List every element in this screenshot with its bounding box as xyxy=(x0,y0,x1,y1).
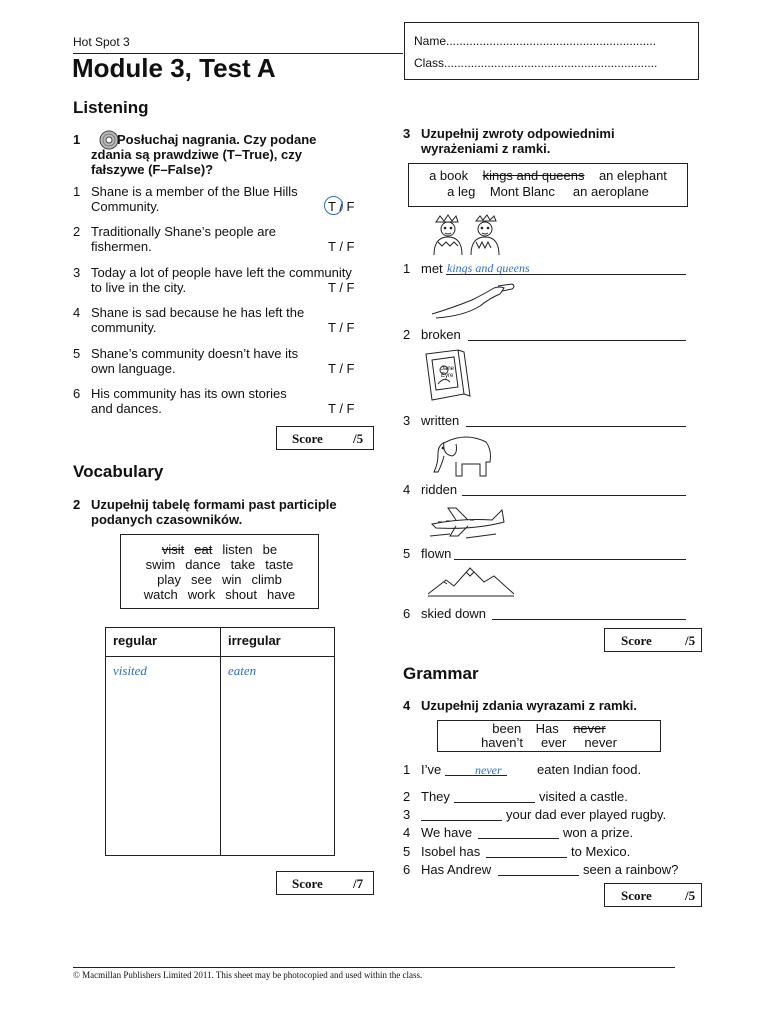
name-field[interactable] xyxy=(414,34,656,48)
grammar-word: never xyxy=(584,735,617,750)
q3-item-number: 1 xyxy=(403,261,411,276)
verb-item: play xyxy=(157,572,182,587)
grammar-word-used: never xyxy=(573,721,606,736)
score-box-1 xyxy=(276,426,374,450)
q3-item-word: met xyxy=(421,261,443,276)
table-header-irregular: irregular xyxy=(228,633,281,648)
answer-line[interactable] xyxy=(462,495,686,496)
class-field[interactable] xyxy=(414,56,657,70)
verb-item: be xyxy=(262,542,278,557)
q4-answer: never xyxy=(475,763,502,777)
listening-item-line2: Community. xyxy=(91,199,160,214)
table-divider xyxy=(220,627,221,856)
score-box-3 xyxy=(604,628,702,652)
grammar-row-1 xyxy=(437,721,661,736)
q4-item-number: 3 xyxy=(403,807,411,822)
q3-item-word: ridden xyxy=(421,482,458,497)
q3-item-number: 4 xyxy=(403,482,411,497)
listening-item-number: 4 xyxy=(73,305,81,320)
verb-item: work xyxy=(187,587,216,602)
listening-item-line2: community. xyxy=(91,320,157,335)
listening-item-number: 3 xyxy=(73,265,81,280)
q4-item-number: 1 xyxy=(403,762,411,777)
q4-item-number: 2 xyxy=(403,789,411,804)
listening-item-number: 1 xyxy=(73,184,81,199)
grammar-word: ever xyxy=(541,735,567,750)
vocabulary-heading: Vocabulary xyxy=(73,462,164,481)
phrase-row-1 xyxy=(408,168,688,183)
phrase-item: an elephant xyxy=(598,168,667,183)
verb-row xyxy=(120,542,319,557)
name-label: Name xyxy=(414,34,447,48)
answer-line[interactable] xyxy=(478,838,559,839)
q3-item-number: 3 xyxy=(403,413,411,428)
score-label: Score xyxy=(292,876,323,891)
phrase-item: a book xyxy=(429,168,469,183)
grammar-word: Has xyxy=(535,721,559,736)
aeroplane-illustration xyxy=(426,502,506,545)
grammar-row-2 xyxy=(437,735,661,750)
verb-item-used: visit xyxy=(161,542,185,557)
q4-number: 4 xyxy=(403,698,411,713)
example-irregular: eaten xyxy=(228,663,257,678)
answer-line[interactable] xyxy=(486,857,567,858)
mountain-illustration xyxy=(426,564,516,601)
verb-row xyxy=(120,557,319,572)
answer-line[interactable] xyxy=(468,340,686,341)
true-false-choice[interactable]: T / F xyxy=(328,361,355,376)
grammar-heading: Grammar xyxy=(403,664,479,683)
q4-item-number: 5 xyxy=(403,844,411,859)
name-dots: ............................................................... xyxy=(446,34,657,48)
listening-item-line1: Shane is a member of the Blue Hills xyxy=(91,184,298,199)
q4-item-suffix: seen a rainbow? xyxy=(583,862,679,877)
verb-item: take xyxy=(230,557,256,572)
q4-item-number: 6 xyxy=(403,862,411,877)
king-queen-illustration xyxy=(428,212,508,259)
q3-answer: kings and queens xyxy=(447,261,530,275)
score-total: /5 xyxy=(685,888,696,903)
elephant-illustration xyxy=(430,432,494,481)
score-total: /5 xyxy=(353,431,364,446)
true-false-choice[interactable]: T / F xyxy=(328,239,355,254)
q4-item-prefix: We have xyxy=(421,825,473,840)
listening-item-number: 2 xyxy=(73,224,81,239)
score-label: Score xyxy=(621,888,652,903)
listening-item-line1: Shane’s community doesn’t have its xyxy=(91,346,299,361)
true-false-choice[interactable]: T / F xyxy=(328,320,355,335)
q2-line1: Uzupełnij tabelę formami past participle xyxy=(91,497,337,512)
example-regular: visited xyxy=(113,663,147,678)
q3-item-word: broken xyxy=(421,327,461,342)
q3-item-number: 5 xyxy=(403,546,411,561)
q4-item-number: 4 xyxy=(403,825,411,840)
verb-row xyxy=(120,587,319,602)
phrase-item: an aeroplane xyxy=(572,184,649,199)
listening-item-line1: Traditionally Shane’s people are xyxy=(91,224,277,239)
q1-number: 1 xyxy=(73,132,81,147)
verb-item-used: eat xyxy=(194,542,213,557)
phrase-item: a leg xyxy=(447,184,476,199)
name-class-box xyxy=(404,22,699,80)
book-title-text: Jane Eyre xyxy=(441,366,455,379)
series-label: Hot Spot 3 xyxy=(73,35,130,49)
page-title: Module 3, Test A xyxy=(72,53,276,83)
table-header-rule xyxy=(105,656,335,657)
listening-item-line2: to live in the city. xyxy=(91,280,187,295)
q4-item-suffix: visited a castle. xyxy=(539,789,628,804)
grammar-word: haven’t xyxy=(481,735,523,750)
leg-illustration xyxy=(428,282,518,325)
q3-number: 3 xyxy=(403,126,411,141)
answer-line[interactable] xyxy=(454,802,535,803)
listening-item-number: 5 xyxy=(73,346,81,361)
q4-item-prefix: They xyxy=(421,789,450,804)
q2-number: 2 xyxy=(73,497,81,512)
listening-item-line1: His community has its own stories xyxy=(91,386,287,401)
q3-item-number: 2 xyxy=(403,327,411,342)
listening-item-line2: fishermen. xyxy=(91,239,152,254)
verb-item: climb xyxy=(251,572,282,587)
answer-line[interactable] xyxy=(454,559,686,560)
listening-item-line1: Shane is sad because he has left the xyxy=(91,305,305,320)
verb-item: swim xyxy=(145,557,176,572)
q4-item-suffix: eaten Indian food. xyxy=(537,762,642,777)
footer-rule xyxy=(73,967,675,968)
q3-item-word: skied down xyxy=(421,606,487,621)
tf-answer-circle xyxy=(324,196,343,215)
grammar-word: been xyxy=(492,721,522,736)
score-label: Score xyxy=(292,431,323,446)
verb-item: win xyxy=(221,572,242,587)
answer-line[interactable] xyxy=(498,875,579,876)
q2-line2: podanych czasowników. xyxy=(91,512,243,527)
verb-item: dance xyxy=(185,557,221,572)
class-dots: ................................................................ xyxy=(444,56,658,70)
q3-item-number: 6 xyxy=(403,606,411,621)
phrase-item-used: kings and queens xyxy=(482,168,585,183)
q3-line2: wyrażeniami z ramki. xyxy=(421,141,551,156)
listening-item-line2: and dances. xyxy=(91,401,162,416)
q4-item-prefix: I’ve xyxy=(421,762,442,777)
true-false-choice[interactable]: T / F xyxy=(328,199,355,214)
listening-item-number: 6 xyxy=(73,386,81,401)
score-box-2 xyxy=(276,871,374,895)
verb-item: listen xyxy=(222,542,253,557)
listening-item-line2: own language. xyxy=(91,361,176,376)
q4-text: Uzupełnij zdania wyrazami z ramki. xyxy=(421,698,638,713)
copyright-text: © Macmillan Publishers Limited 2011. This sheet may be photocopied and used within the class. xyxy=(73,970,423,980)
table-header-regular: regular xyxy=(113,633,158,648)
true-false-choice[interactable]: T / F xyxy=(328,280,355,295)
score-label: Score xyxy=(621,633,652,648)
phrase-item: Mont Blanc xyxy=(489,184,555,199)
phrase-row-2 xyxy=(408,184,688,199)
answer-line[interactable] xyxy=(466,426,686,427)
verb-item: watch xyxy=(143,587,178,602)
q4-item-suffix: to Mexico. xyxy=(571,844,631,859)
listening-item-line1: Today a lot of people have left the community xyxy=(91,265,352,280)
q4-item-prefix: Has Andrew xyxy=(421,862,492,877)
q4-item-suffix: your dad ever played rugby. xyxy=(506,807,667,822)
answer-line[interactable] xyxy=(492,619,686,620)
q4-item-suffix: won a prize. xyxy=(563,825,634,840)
q3-item-word: flown xyxy=(421,546,452,561)
verb-item: taste xyxy=(265,557,294,572)
verb-item: see xyxy=(191,572,212,587)
q3-item-word: written xyxy=(421,413,460,428)
answer-line[interactable] xyxy=(421,820,502,821)
score-box-4 xyxy=(604,883,702,907)
score-total: /7 xyxy=(353,876,364,891)
q3-line1: Uzupełnij zwroty odpowiednimi xyxy=(421,126,615,141)
q1-instruction-text: Posłuchaj nagrania. Czy podane zdania są prawdziwe (T–True), czy fałszywe (F–False)? xyxy=(91,132,317,177)
verb-item: have xyxy=(267,587,296,602)
q4-item-prefix: Isobel has xyxy=(421,844,481,859)
score-total: /5 xyxy=(685,633,696,648)
true-false-choice[interactable]: T / F xyxy=(328,401,355,416)
verb-row xyxy=(120,572,319,587)
class-label: Class xyxy=(414,56,445,70)
listening-heading: Listening xyxy=(73,98,149,117)
verb-item: shout xyxy=(225,587,258,602)
